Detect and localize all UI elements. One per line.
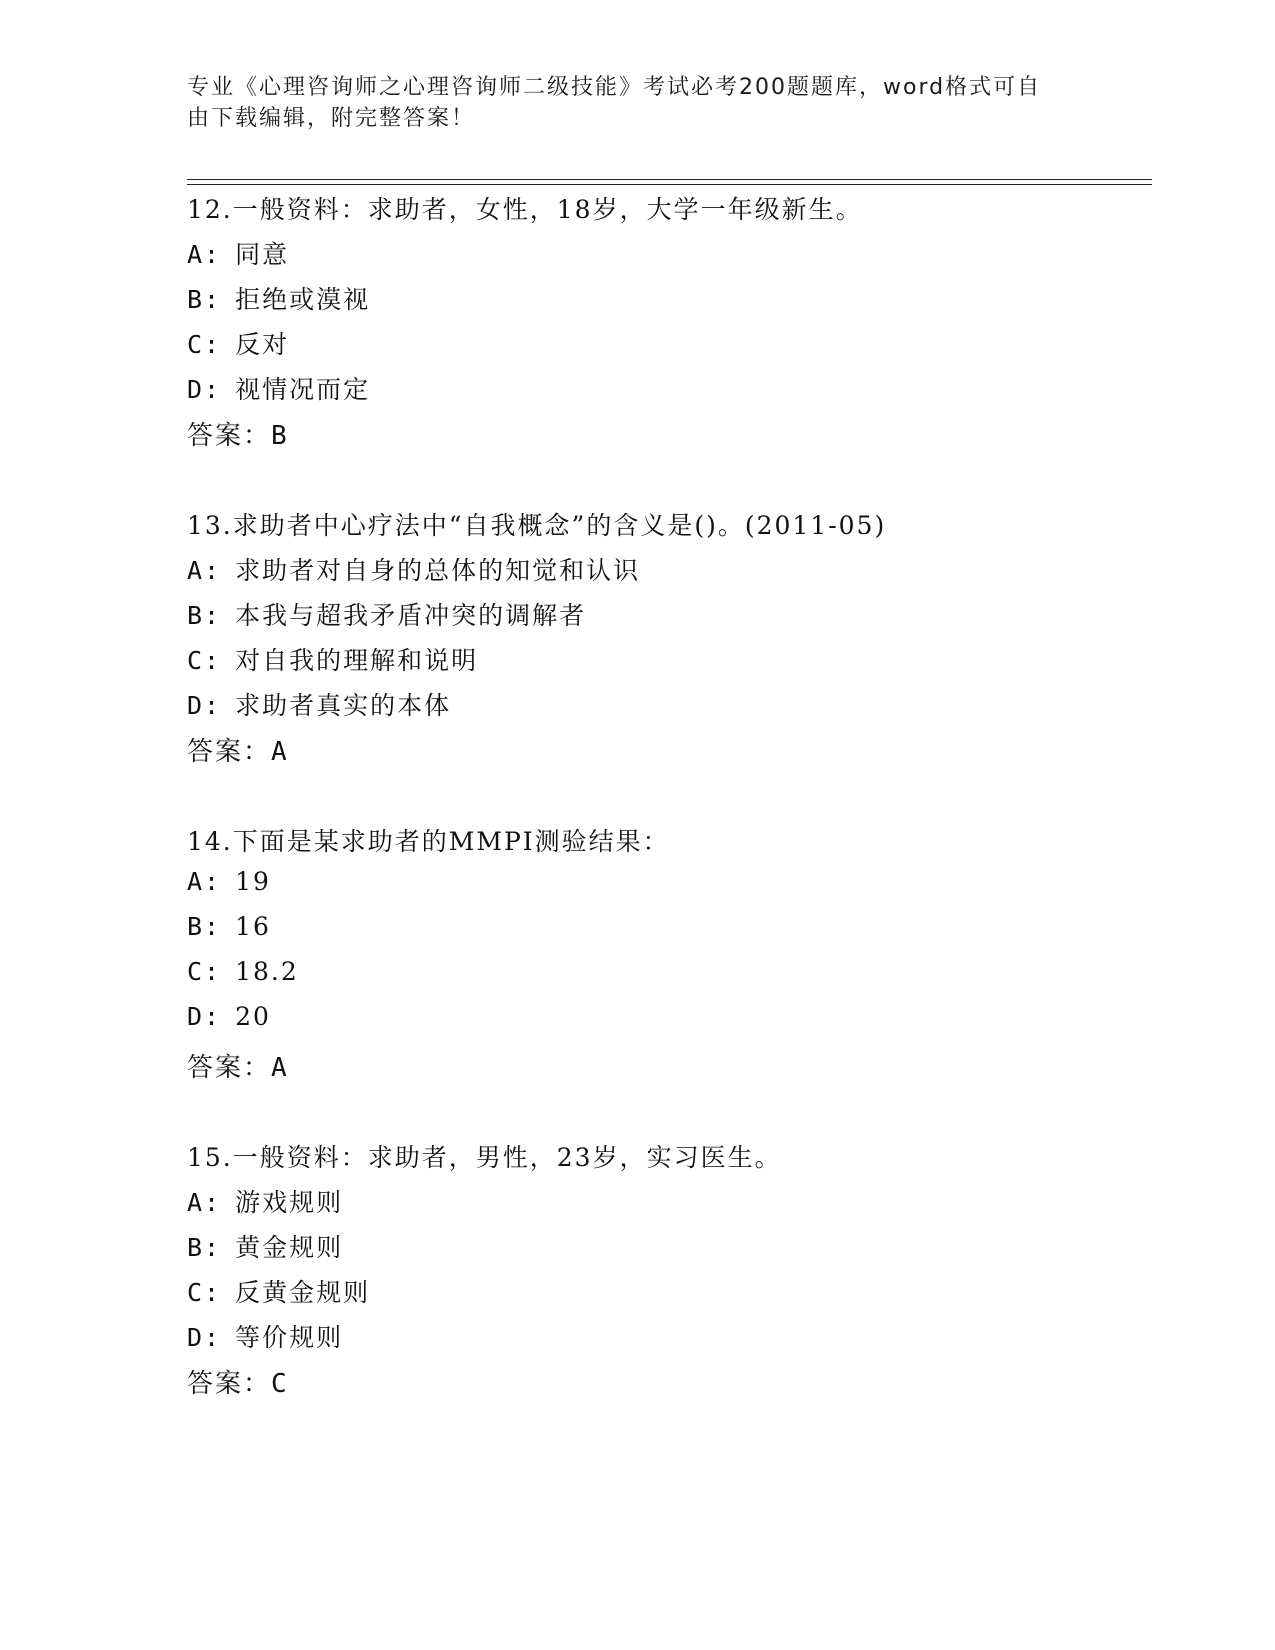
option-label: D: [187, 691, 222, 720]
option-text: 黄金规则 [235, 1233, 344, 1262]
option-text: 20 [235, 1002, 271, 1031]
option-c [187, 325, 289, 361]
option-text: 16 [235, 912, 271, 941]
option-a [187, 1183, 343, 1219]
header-divider-bottom [187, 184, 1152, 185]
option-c [187, 957, 299, 986]
option-label: C: [187, 646, 222, 675]
option-c [187, 1273, 370, 1309]
option-text: 18.2 [235, 957, 299, 986]
option-text: 等价规则 [235, 1323, 344, 1352]
answer-line [187, 415, 289, 452]
header-divider-top [187, 179, 1152, 180]
option-label: C: [187, 957, 222, 986]
answer-line [187, 1363, 289, 1400]
option-text: 求助者真实的本体 [235, 691, 452, 720]
option-label: A: [187, 556, 222, 585]
option-text: 本我与超我矛盾冲突的调解者 [235, 601, 587, 630]
option-label: D: [187, 1002, 222, 1031]
option-label: D: [187, 1323, 222, 1352]
option-a [187, 551, 640, 587]
option-label: A: [187, 867, 222, 896]
option-label: B: [187, 285, 222, 314]
answer-value: A [271, 737, 289, 767]
answer-line [187, 1047, 289, 1084]
answer-label: 答案： [187, 1053, 272, 1083]
option-label: B: [187, 1233, 222, 1262]
document-header [187, 72, 1067, 134]
option-d [187, 1002, 271, 1031]
answer-value: A [271, 1053, 289, 1083]
question-stem: 15.一般资料：求助者，男性，23岁，实习医生。 [187, 1143, 782, 1172]
option-label: A: [187, 240, 222, 269]
option-text: 19 [235, 867, 271, 896]
option-a [187, 867, 271, 896]
option-label: B: [187, 912, 222, 941]
header-line-2: 由下载编辑，附完整答案！ [187, 106, 476, 131]
option-d [187, 686, 451, 722]
answer-value: C [271, 1369, 289, 1399]
option-text: 反黄金规则 [235, 1278, 371, 1307]
question-stem: 13.求助者中心疗法中“自我概念”的含义是()。(2011-05) [187, 511, 887, 540]
option-d [187, 370, 370, 406]
answer-value: B [271, 421, 289, 451]
option-text: 对自我的理解和说明 [235, 646, 479, 675]
option-text: 同意 [235, 240, 290, 269]
option-label: B: [187, 601, 222, 630]
option-label: D: [187, 375, 222, 404]
option-text: 游戏规则 [235, 1188, 344, 1217]
option-text: 反对 [235, 330, 290, 359]
option-text: 视情况而定 [235, 375, 371, 404]
option-b [187, 596, 586, 632]
question-stem: 14.下面是某求助者的MMPI测验结果： [187, 827, 670, 856]
answer-label: 答案： [187, 737, 272, 767]
answer-label: 答案： [187, 421, 272, 451]
option-text: 拒绝或漠视 [235, 285, 371, 314]
option-b [187, 280, 370, 316]
option-b [187, 912, 271, 941]
answer-line [187, 731, 289, 768]
question-stem: 12.一般资料：求助者，女性，18岁，大学一年级新生。 [187, 195, 863, 224]
option-a [187, 235, 289, 271]
option-text: 求助者对自身的总体的知觉和认识 [235, 556, 641, 585]
option-b [187, 1228, 343, 1264]
option-label: C: [187, 330, 222, 359]
option-c [187, 641, 478, 677]
option-label: C: [187, 1278, 222, 1307]
option-label: A: [187, 1188, 222, 1217]
header-line-1: 专业《心理咨询师之心理咨询师二级技能》考试必考200题题库，word格式可自 [187, 75, 1042, 100]
option-d [187, 1318, 343, 1354]
answer-label: 答案： [187, 1369, 272, 1399]
